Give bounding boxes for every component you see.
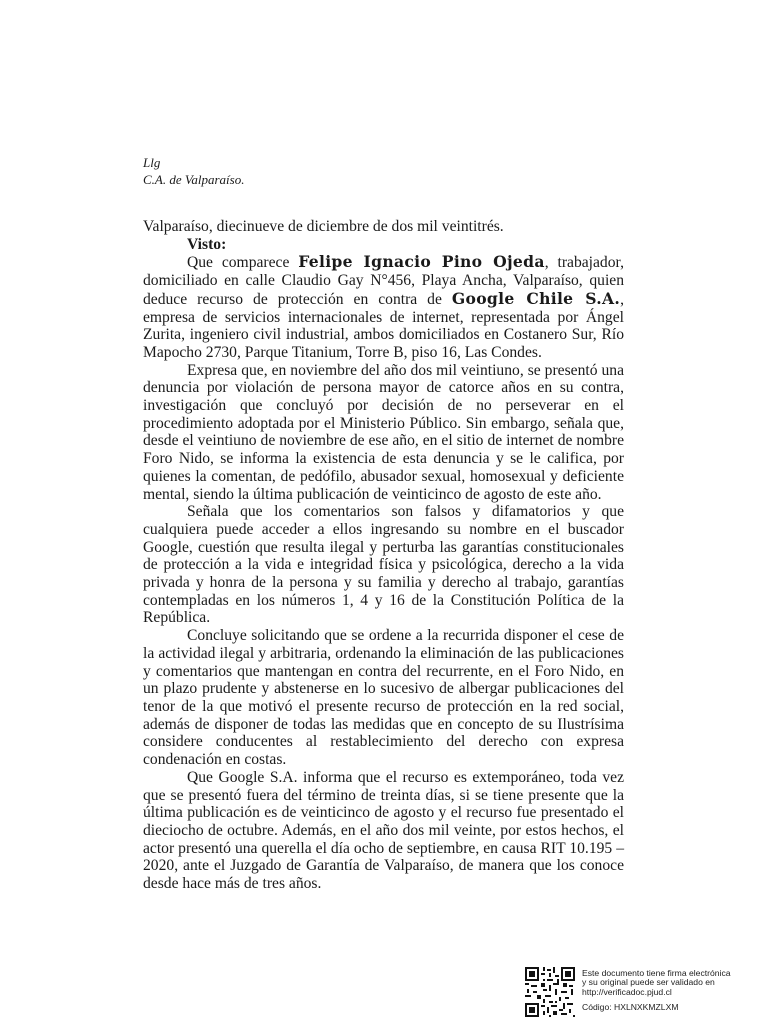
paragraph-1 — [143, 253, 624, 361]
p1-text-c: , empresa de servicios internacionales de internet, representada por Ángel Zurita, ingeniero civil industrial, ambos domiciliados en Costanero Sur, Río Mapocho 2730, Parque Titanium, Torre B, piso 16, Las Condes. — [143, 290, 624, 361]
validation-notice: y su original puede ser validado en — [582, 977, 715, 988]
verification-footer — [525, 967, 757, 1017]
initials: Llg — [143, 155, 161, 170]
paragraph-2: Expresa que, en noviembre del año dos mil veintiuno, se presentó una denuncia por violación de persona mayor de catorce años en su contra, investigación que concluyó por decisión de no perseverar en el procedimiento adoptada por el Ministerio Público. Sin embargo, señala que, desde el veintiuno de noviembre de ese año, en el sitio de internet de nombre Foro Nido, se informa la existencia de esta denuncia y se le califica, por quienes la comentan, de pedófilo, abusador sexual, homosexual y deficiente mental, siendo la última publicación de veinticinco de agosto de este año. — [143, 361, 624, 503]
signature-notice: Este documento tiene firma electrónica — [582, 968, 731, 978]
p1-text-b: , trabajador, domiciliado en calle Claudio Gay N°456, Playa Ancha, Valparaíso, quien deduce recurso de protección en contra de — [143, 254, 624, 308]
visto-heading: Visto: — [187, 235, 227, 253]
verification-url[interactable]: http://verificadoc.pjud.cl — [582, 986, 672, 997]
paragraph-3: Señala que los comentarios son falsos y difamatorios y que cualquiera puede acceder a ellos ingresando su nombre en el buscador Google, cuestión que resulta ilegal y perturba las garantías constitucionales de protección a la vida e integridad física y psicológica, derecho a la vida privada y honra de la persona y su familia y derecho al trabajo, garantías contempladas en los números 1, 4 y 16 de la Constitución Política de la República. — [143, 503, 624, 627]
document-header — [143, 154, 244, 188]
resolution-body — [143, 218, 624, 893]
date-line: Valparaíso, diecinueve de diciembre de dos mil veintitrés. — [143, 218, 504, 235]
p1-text-a: Que comparece — [187, 254, 299, 272]
verification-code: Código: HXLNXKMZLXM — [582, 1002, 679, 1013]
paragraph-4: Concluye solicitando que se ordene a la recurrida disponer el cese de la actividad ilegal y arbitraria, ordenando la eliminación de las publicaciones y comentarios que mantengan en contra del recurrente, en el Foro Nido, en un plazo prudente y abstenerse en lo sucesivo de albergar publicaciones del tenor de la que motivó el presente recurso de protección en la red social, además de disponer de todas las medidas que en concepto de su Ilustrísima considere conducentes al restablecimiento del derecho con expresa condenación en costas. — [143, 627, 624, 769]
qr-code-icon — [525, 967, 575, 1017]
petitioner-name: Felipe Ignacio Pino Ojeda — [298, 252, 545, 272]
respondent-name: Google Chile S.A. — [451, 288, 621, 308]
court-name: C.A. de Valparaíso. — [143, 172, 245, 187]
paragraph-5: Que Google S.A. informa que el recurso es extemporáneo, toda vez que se presentó fuera del término de treinta días, si se tiene presente que la última publicación es de veinticinco de agosto y el recurso fue presentado el dieciocho de octubre. Además, en el año dos mil veinte, por estos hechos, el actor presentó una querella el día ocho de septiembre, en causa RIT 10.195 – 2020, ante el Juzgado de Garantía de Valparaíso, de manera que los conoce desde hace más de tres años. — [143, 768, 624, 893]
verification-text — [582, 969, 760, 1013]
